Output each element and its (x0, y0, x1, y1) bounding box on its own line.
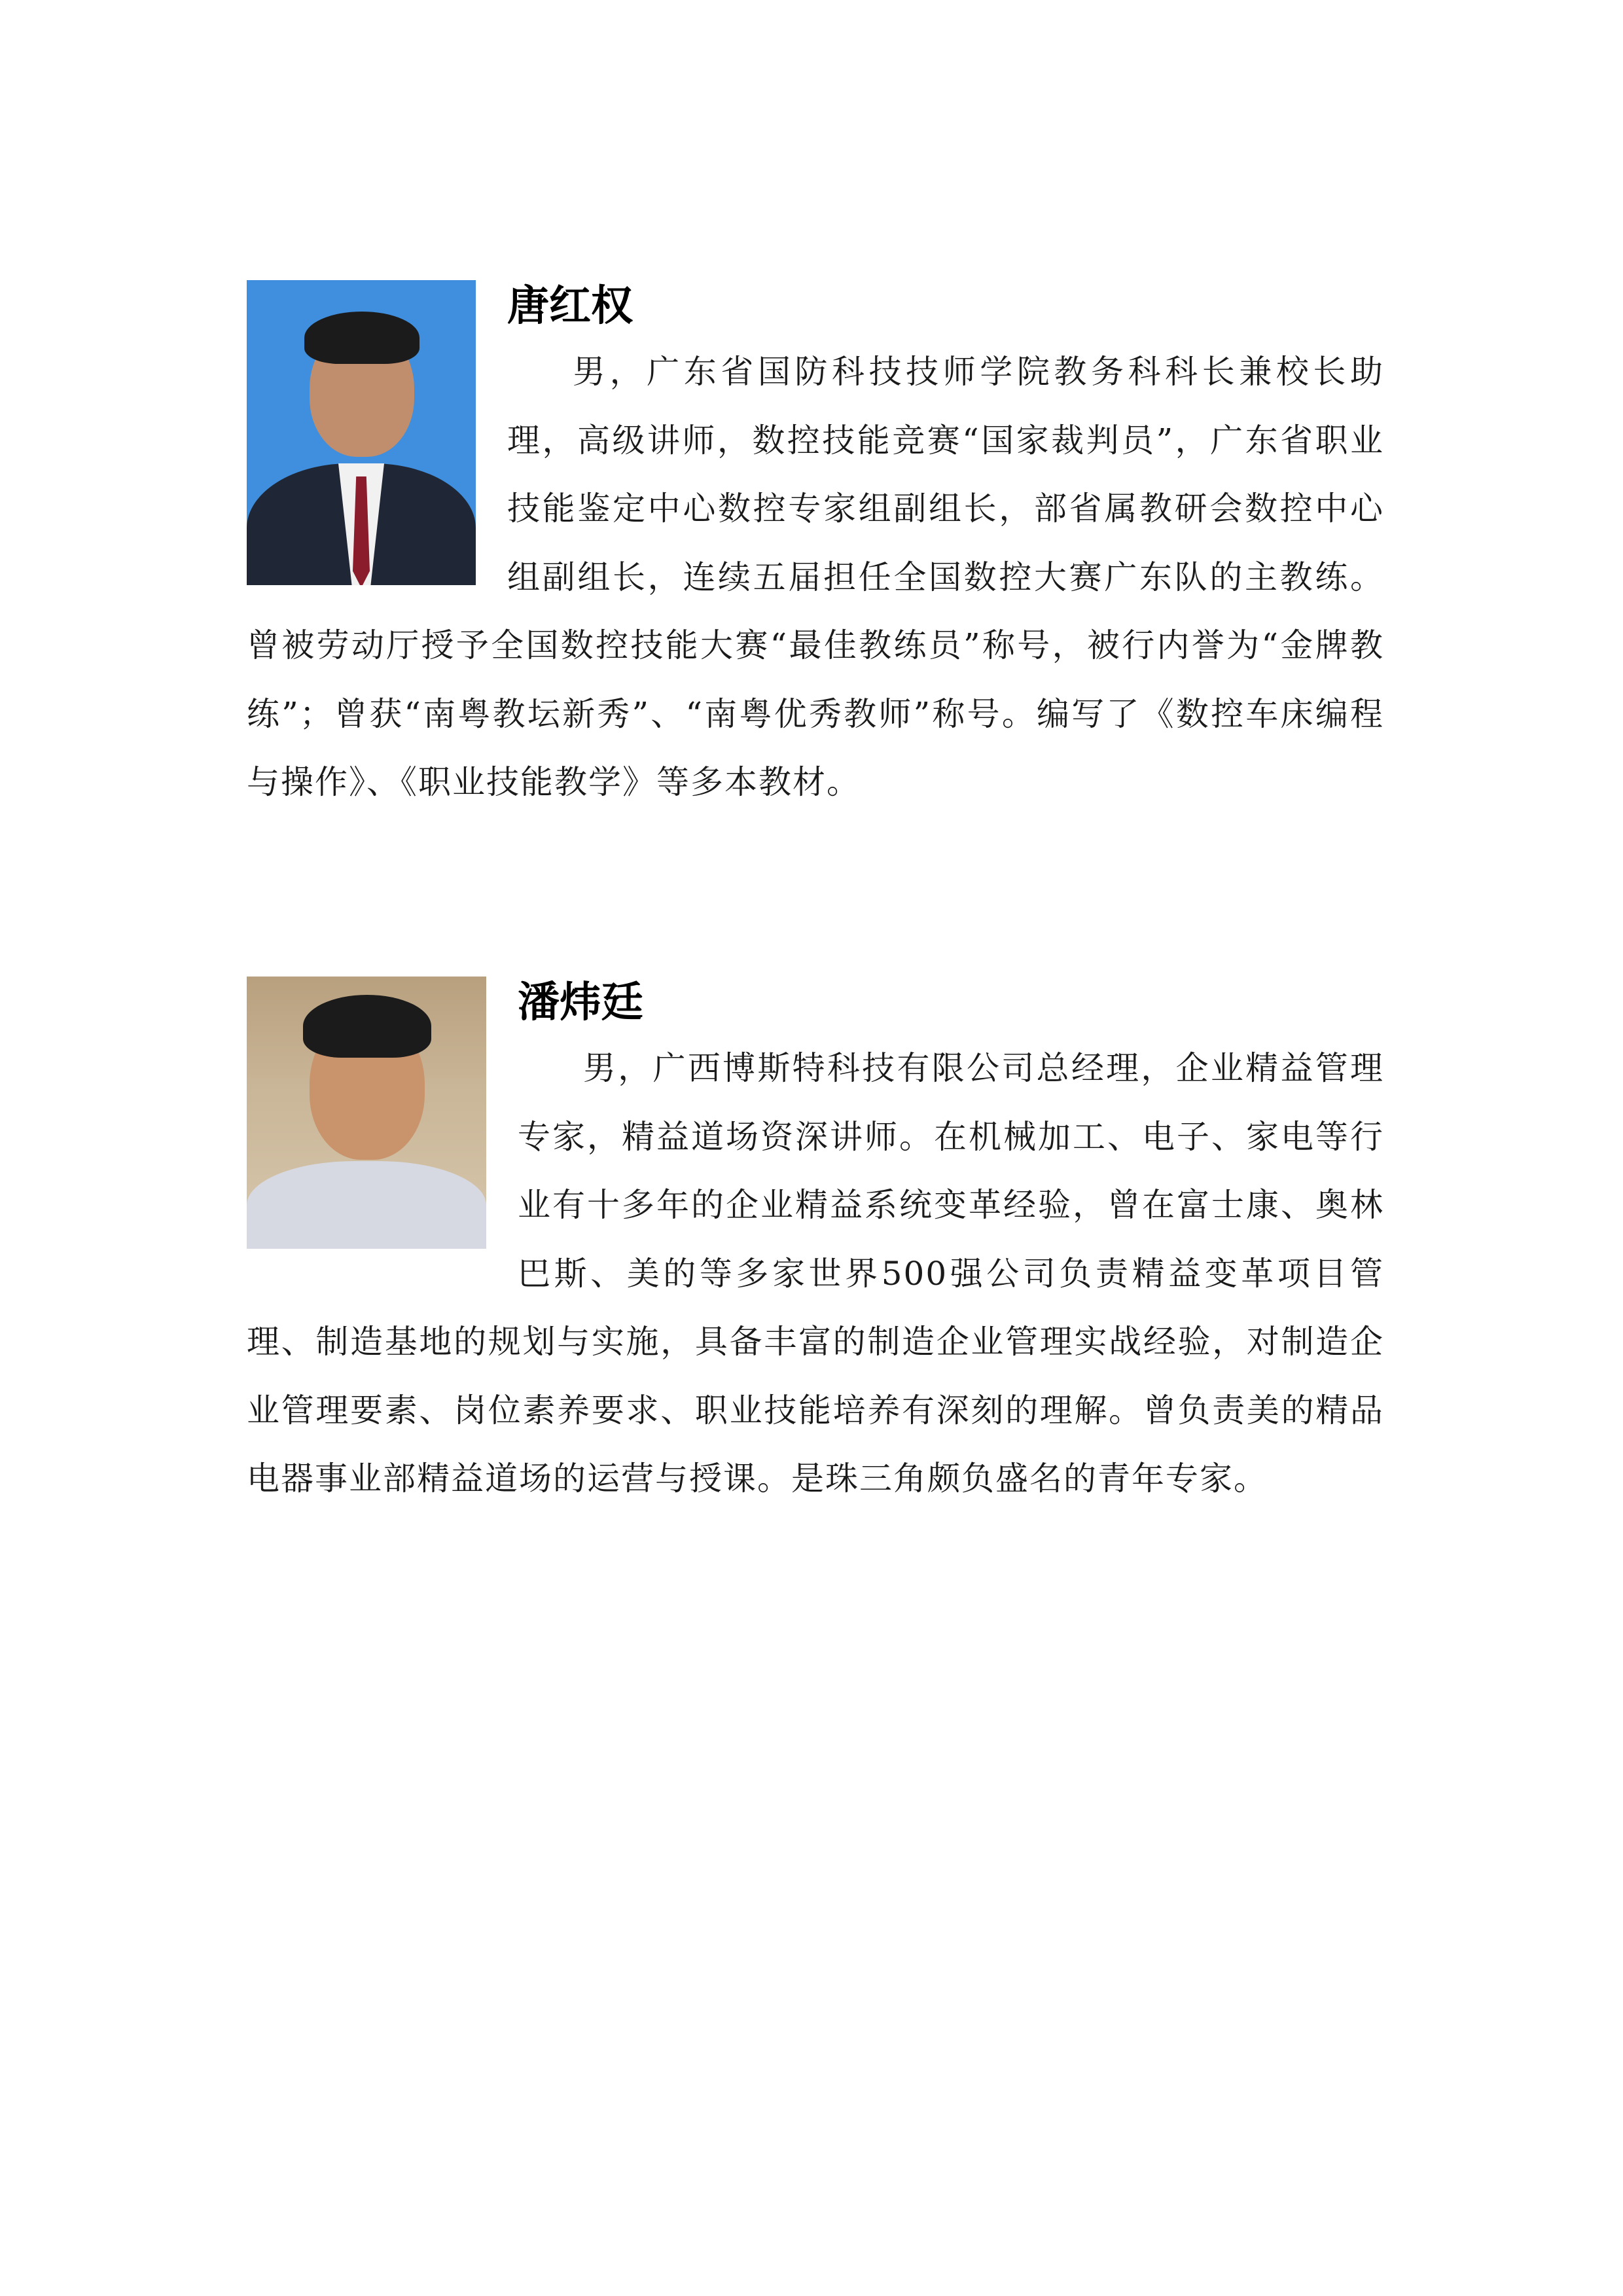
profile-pan-weiting (247, 977, 1384, 1513)
portrait-shirt (247, 1161, 486, 1249)
portrait-photo (247, 280, 476, 585)
profile-bio: 男，广西博斯特科技有限公司总经理，企业精益管理专家，精益道场资深讲师。在机械加工、电子、家电等行业有十多年的企业精益系统变革经验，曾在富士康、奥林巴斯、美的等多家世界500强公司负责精益变革项目管理、制造基地的规划与实施，具备丰富的制造企业管理实战经验，对制造企业管理要素、岗位素养要求、职业技能培养有深刻的理解。曾负责美的精品电器事业部精益道场的运营与授课。是珠三角颇负盛名的青年专家。 (247, 1049, 1384, 1498)
profile-bio: 男，广东省国防科技技师学院教务科科长兼校长助理，高级讲师，数控技能竞赛“国家裁判员”，广东省职业技能鉴定中心数控专家组副组长，部省属教研会数控中心组副组长，连续五届担任全国数控大赛广东队的主教练。曾被劳动厅授予全国数控技能大赛“最佳教练员”称号，被行内誉为“金牌教练”；曾获“南粤教坛新秀”、“南粤优秀教师”称号。编写了《数控车床编程与操作》、《职业技能教学》等多本教材。 (247, 353, 1384, 801)
portrait-photo (247, 977, 486, 1249)
profile-name: 潘炜廷 (518, 978, 643, 1027)
profile-tang-hongquan (247, 280, 1384, 817)
profile-name: 唐红权 (507, 282, 633, 331)
portrait-hair (303, 995, 431, 1058)
portrait-hair (304, 312, 419, 364)
